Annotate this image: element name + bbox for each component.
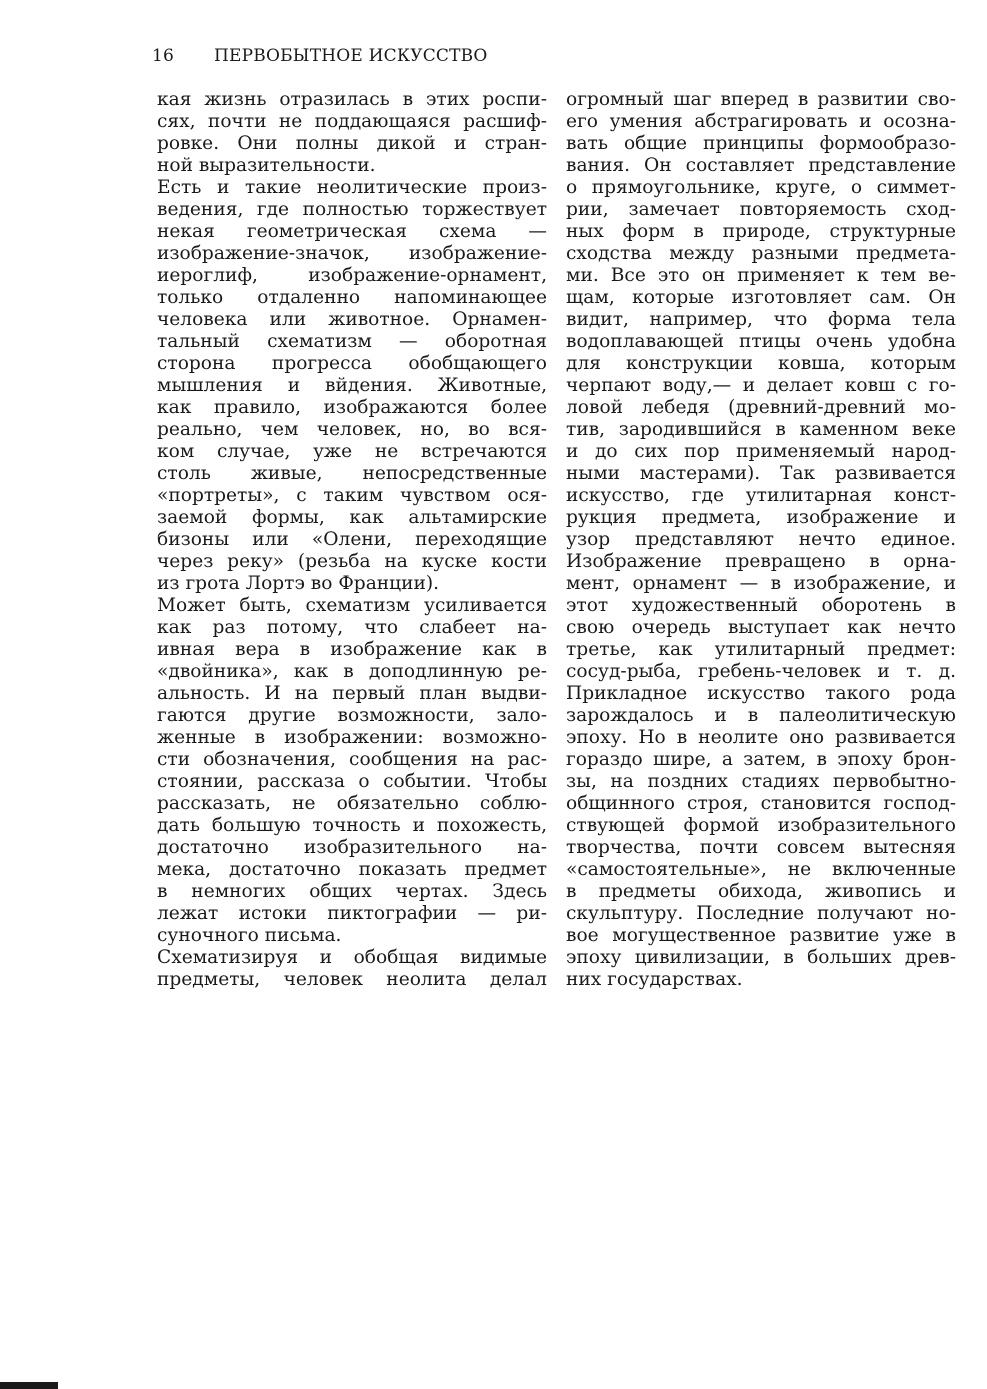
text-line: скульптуру. Последние получают но- (566, 903, 956, 924)
text-line: Изображение превращено в орна- (566, 551, 956, 572)
text-line: «двойника», как в доподлинную ре- (157, 661, 547, 682)
text-line: для конструкции ковша, которым (566, 353, 956, 374)
text-line: бизоны или «Олени, переходящие (157, 529, 547, 550)
text-line: тив, зародившийся в каменном веке (566, 419, 956, 440)
text-line: из грота Лортэ во Франции). (157, 573, 440, 594)
text-line: Схематизируя и обобщая видимые (157, 947, 547, 968)
text-line: них государствах. (566, 969, 743, 990)
text-column-left (157, 89, 547, 991)
text-line: третье, как утилитарный предмет: (566, 639, 956, 660)
text-line: творчества, почти совсем вытесняя (566, 837, 956, 858)
text-line: суночного письма. (157, 925, 342, 946)
text-line: женные в изображении: возможно- (157, 727, 547, 748)
text-line: мент, орнамент — в изображение, и (566, 573, 956, 594)
text-line: рукция предмета, изображение и (566, 507, 956, 528)
text-line: ствующей формой изобразительного (566, 815, 956, 836)
text-line: ловой лебедя (древний-древний мо- (566, 397, 956, 418)
text-column-right (566, 89, 956, 991)
running-header (152, 44, 552, 68)
text-line: эпоху. Но в неолите оно развивается (566, 727, 956, 748)
text-line: общинного строя, становится господ- (566, 793, 956, 814)
text-line: в предметы обихода, живопись и (566, 881, 956, 902)
text-line: ных форм в природе, структурные (566, 221, 956, 242)
text-line: сти обозначения, сообщения на рас- (157, 749, 547, 770)
text-line: как раз потому, что слабеет на- (157, 617, 547, 638)
text-line: эпоху цивилизации, в больших древ- (566, 947, 956, 968)
text-line: вое могущественное развитие уже в (566, 925, 956, 946)
text-line: лежат истоки пиктографии — ри- (157, 903, 547, 924)
text-line: узор представляют нечто единое. (566, 529, 956, 550)
text-line: ком случае, уже не встречаются (157, 441, 547, 462)
text-line: столь живые, непосредственные (157, 463, 547, 484)
text-line: его умения абстрагировать и осозна- (566, 111, 956, 132)
text-line: гаются другие возможности, зало- (157, 705, 547, 726)
text-line: заемой формы, как альтамирские (157, 507, 547, 528)
text-line: дать большую точность и похожесть, (157, 815, 547, 836)
text-line: изображение-значок, изображение- (157, 243, 547, 264)
text-line: тальный схематизм — оборотная (157, 331, 547, 352)
text-line: зарождалось и в палеолитическую (566, 705, 956, 726)
text-line: этот художественный оборотень в (566, 595, 956, 616)
text-line: достаточно изобразительного на- (157, 837, 547, 858)
text-line: ными мастерами). Так развивается (566, 463, 956, 484)
page-number: 16 (152, 46, 175, 66)
text-line: Прикладное искусство такого рода (566, 683, 956, 704)
text-line: стоянии, рассказа о событии. Чтобы (157, 771, 547, 792)
text-line: человека или животное. Орнамен- (157, 309, 547, 330)
text-line: ми. Все это он применяет к тем ве- (566, 265, 956, 286)
text-line: видит, например, что форма тела (566, 309, 956, 330)
text-line: зы, на поздних стадиях первобытно- (566, 771, 956, 792)
text-line: сосуд-рыба, гребень-человек и т. д. (566, 661, 956, 682)
text-line: черпают воду,— и делает ковш с го- (566, 375, 956, 396)
scan-edge-mark (0, 1382, 58, 1389)
text-line: ивная вера в изображение как в (157, 639, 547, 660)
text-line: водоплавающей птицы очень удобна (566, 331, 956, 352)
text-line: «портреты», с таким чувством ося- (157, 485, 547, 506)
text-line: ной выразительности. (157, 155, 376, 176)
running-title: ПЕРВОБЫТНОЕ ИСКУССТВО (214, 46, 488, 66)
text-line: сторона прогресса обобщающего (157, 353, 547, 374)
text-line: вать общие принципы формообразо- (566, 133, 956, 154)
text-line: искусство, где утилитарная конст- (566, 485, 956, 506)
text-line: только отдаленно напоминающее (157, 287, 547, 308)
text-line: рассказать, не обязательно соблю- (157, 793, 547, 814)
text-line: кая жизнь отразилась в этих роспи- (157, 89, 547, 110)
text-line: и до сих пор применяемый народ- (566, 441, 956, 462)
text-line: вания. Он составляет представление (566, 155, 956, 176)
text-line: альность. И на первый план выдви- (157, 683, 547, 704)
text-line: ровке. Они полны дикой и стран- (157, 133, 547, 154)
text-line: предметы, человек неолита делал (157, 969, 547, 990)
text-line: Может быть, схематизм усиливается (157, 595, 547, 616)
text-line: гораздо шире, а затем, в эпоху брон- (566, 749, 956, 770)
text-line: в немногих общих чертах. Здесь (157, 881, 547, 902)
text-line: реально, чем человек, но, во вся- (157, 419, 547, 440)
text-line: свою очередь выступает как нечто (566, 617, 956, 638)
text-line: рии, замечает повторяемость сход- (566, 199, 956, 220)
text-line: некая геометрическая схема — (157, 221, 547, 242)
text-line: «самостоятельные», не включенные (566, 859, 956, 880)
text-line: о прямоугольнике, круге, о симмет- (566, 177, 956, 198)
text-line: мека, достаточно показать предмет (157, 859, 547, 880)
text-line: щам, которые изготовляет сам. Он (566, 287, 956, 308)
text-line: Есть и такие неолитические произ- (157, 177, 547, 198)
text-line: иероглиф, изображение-орнамент, (157, 265, 547, 286)
text-line: сходства между разными предмета- (566, 243, 956, 264)
text-line: мышления и вйдения. Животные, (157, 375, 547, 396)
text-line: как правило, изображаются более (157, 397, 547, 418)
text-line: через реку» (резьба на куске кости (157, 551, 547, 572)
text-line: огромный шаг вперед в развитии сво- (566, 89, 956, 110)
text-line: ведения, где полностью торжествует (157, 199, 547, 220)
text-line: сях, почти не поддающаяся расшиф- (157, 111, 547, 132)
